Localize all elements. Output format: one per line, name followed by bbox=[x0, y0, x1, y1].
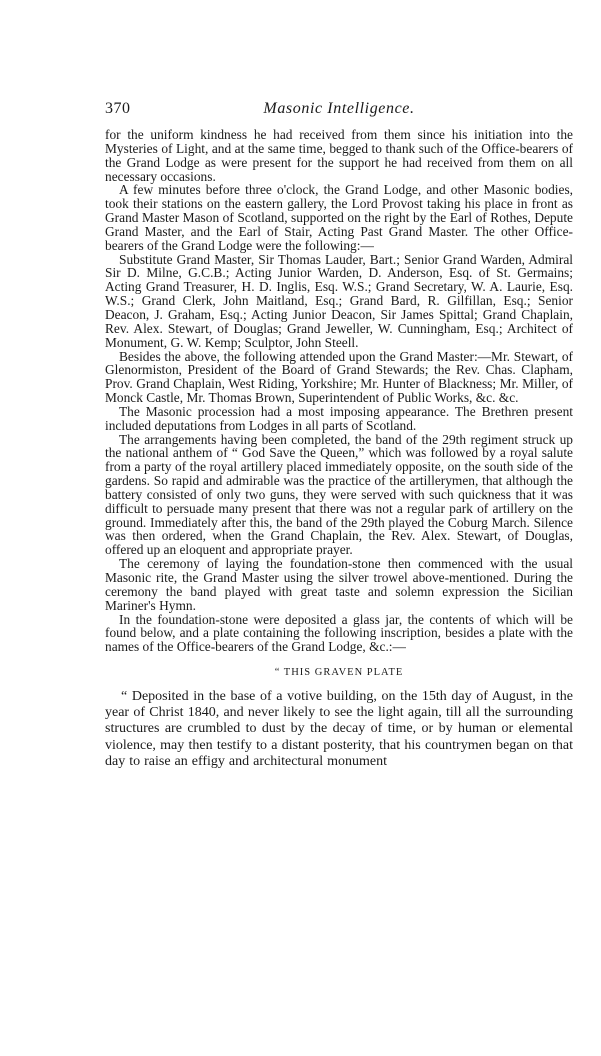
page-header bbox=[105, 100, 573, 122]
paragraph-procession: The Masonic procession had a most imposing appearance. The Brethren present included deputations from Lodges in all parts of Scotland. bbox=[105, 403, 573, 433]
page-number: 370 bbox=[105, 100, 131, 117]
paragraph-attendees: Besides the above, the following attended upon the Grand Master:—Mr. Stewart, of Glenormiston, President of the Board of Grand Stewards; the Rev. Chas. Clapham, Prov. Grand Chaplain, West Riding, Yorkshire; Mr. Hunter of Blackness; Mr. Miller, of Monck Castle, Mr. Thomas Brown, Superintendent of Public Works, &c. &c. bbox=[105, 348, 573, 406]
paragraph-continuation: for the uniform kindness he had received from them since his initiation into the Mysteries of Light, and at the same time, begged to thank such of the Office-bearers of the Grand Lodge as were present for the support he had received from them on all necessary occasions. bbox=[105, 127, 573, 184]
paragraph-office-bearers: Substitute Grand Master, Sir Thomas Lauder, Bart.; Senior Grand Warden, Admiral Sir D. Milne, G.C.B.; Acting Junior Warden, D. Anderson, Esq. of St. Germains; Acting Grand Treasurer, H. D. Inglis, Esq. W.S.; Grand Secretary, W. A. Laurie, Esq. W.S.; Grand Clerk, John Maitland, Esq.; Grand Bard, R. Gilfillan, Esq.; Senior Deacon, J. Graham, Esq.; Acting Junior Deacon, Sir James Spittal; Grand Chaplain, Rev. Alex. Stewart, of Douglas; Grand Jeweller, W. Cunningham, Esq.; Architect of Monument, G. W. Kemp; Sculptor, John Steell. bbox=[105, 251, 573, 350]
plate-heading: “ THIS GRAVEN PLATE bbox=[274, 667, 404, 679]
paragraph-procession-stations: A few minutes before three o'clock, the Grand Lodge, and other Masonic bodies, took their stations on the eastern gallery, the Lord Provost taking his place in front as Grand Master Mason of Scotland, supported on the right by the Earl of Rothes, Depute Grand Master, and the Earl of Stair, Acting Past Grand Master. The other Office-bearers of the Grand Lodge were the following:— bbox=[105, 182, 573, 253]
plate-inscription: “ Deposited in the base of a votive building, on the 15th day of August, in the year of Christ 1840, and never likely to see the light again, till all the surrounding structures are crumbled to dust by the decay of time, or by human or elemental violence, may then testify to a distant posterity, that his countrymen began on that day to raise an effigy and architectural monument bbox=[105, 689, 573, 769]
article-body bbox=[105, 128, 573, 770]
running-title: Masonic Intelligence. bbox=[263, 100, 415, 117]
paragraph-ceremony: The ceremony of laying the foundation-stone then commenced with the usual Masonic rite, the Grand Master using the silver trowel above-mentioned. During the ceremony the band played with great taste and solemn expression the Sicilian Mariner's Hymn. bbox=[105, 556, 573, 613]
paragraph-arrangements: The arrangements having been completed, the band of the 29th regiment struck up the national anthem of “ God Save the Queen,” which was followed by a royal salute from a party of the royal artillery placed immediately opposite, on the south side of the gardens. So rapid and admirable was the practice of the artillerymen, that although the battery consisted of only two guns, they were served with such quickness that it was difficult to persuade many present that there was not a regular park of artillery on the ground. Immediately after this, the band of the 29th played the Coburg March. Silence was then ordered, when the Grand Chaplain, the Rev. Alex. Stewart, of Douglas, offered up an eloquent and appropriate prayer. bbox=[105, 431, 573, 558]
paragraph-foundation-stone: In the foundation-stone were deposited a glass jar, the contents of which will be found below, and a plate containing the following inscription, besides a plate with the names of the Office-bearers of the Grand Lodge, &c.:— bbox=[105, 611, 573, 655]
